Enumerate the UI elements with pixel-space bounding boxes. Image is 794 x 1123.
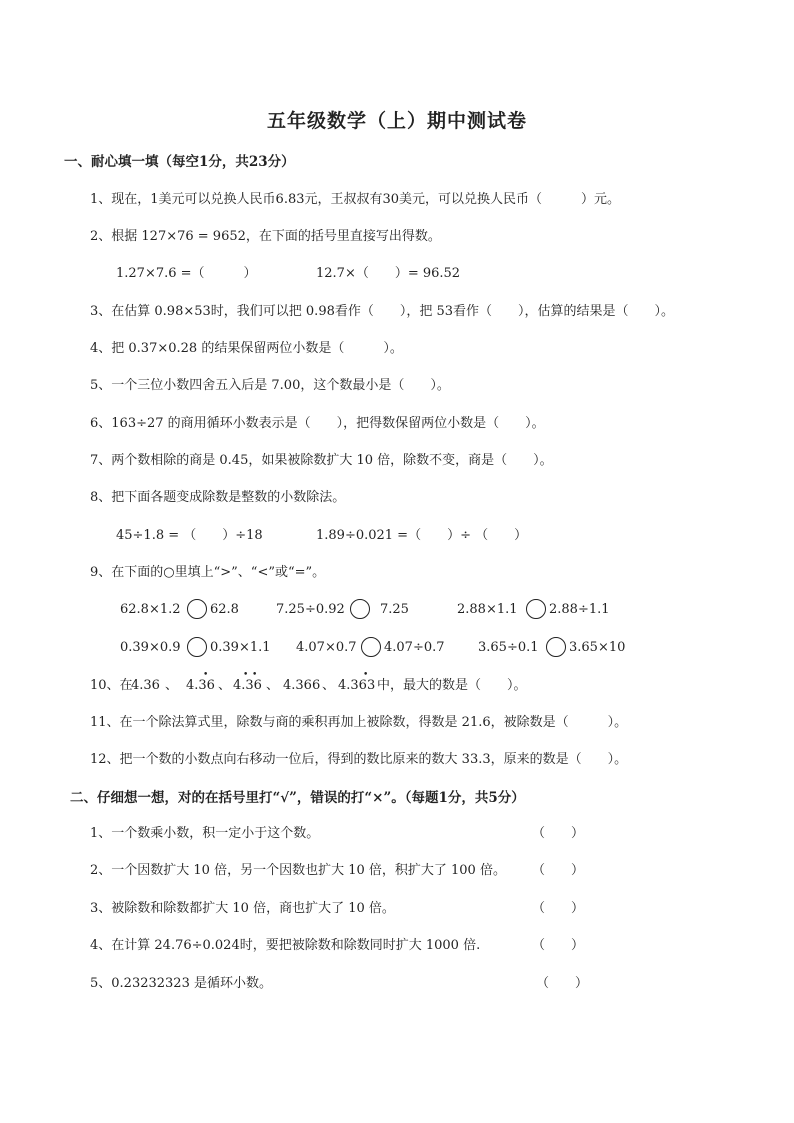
page-title: 五年级数学（上）期中测试卷 (266, 110, 527, 132)
number-4-36-repeating: 4.36 (186, 678, 215, 693)
compare-circle[interactable] (361, 637, 381, 657)
compare-circle[interactable] (187, 637, 207, 657)
number-4-36-repeating-2: 4.36 (233, 678, 262, 693)
compare-left: 4.07×0.7 (296, 640, 357, 655)
judge-item-1: 1、一个数乘小数，积一定小于这个数。 (90, 826, 320, 841)
compare-right: 7.25 (380, 602, 409, 617)
separator: 、 (218, 678, 232, 693)
judge-item-4: 4、在计算 24.76÷0.024时，要把被除数和除数同时扩大 1000 倍. (90, 938, 481, 953)
question-11: 11、在一个除法算式里，除数与商的乘积再加上被除数，得数是 21.6，被除数是（ ）。 (90, 715, 628, 730)
answer-blank[interactable]: （ ） (536, 976, 589, 991)
compare-right: 2.88÷1.1 (549, 602, 610, 617)
section2-heading: 二、仔细想一想，对的在括号里打“√”，错误的打“×”。（每题1分，共5分） (70, 790, 525, 806)
question-3: 3、在估算 0.98×53时，我们可以把 0.98看作（ ），把 53看作（ ），估算的结果是（ ）。 (90, 304, 675, 319)
question-4: 4、把 0.37×0.28 的结果保留两位小数是（ ）。 (90, 341, 403, 356)
judge-item-5: 5、0.23232323 是循环小数。 (90, 976, 272, 991)
answer-blank[interactable]: （ ） (532, 863, 585, 878)
number-4-36: 4.36 (131, 678, 160, 693)
compare-right: 0.39×1.1 (210, 640, 271, 655)
judge-item-3: 3、被除数和除数都扩大 10 倍，商也扩大了 10 倍。 (90, 901, 395, 916)
judge-item-2: 2、一个因数扩大 10 倍，另一个因数也扩大 10 倍，积扩大了 100 倍。 (90, 863, 506, 878)
repeat-dot: • (203, 670, 209, 680)
question-10-suffix: 中，最大的数是（ ）。 (377, 678, 527, 693)
repeat-dot: • (363, 670, 369, 680)
compare-right: 3.65×10 (569, 640, 626, 655)
compare-left: 2.88×1.1 (457, 602, 518, 617)
question-2: 2、根据 127×76 = 9652，在下面的括号里直接写出得数。 (90, 229, 441, 244)
section1-heading: 一、耐心填一填（每空1分，共23分） (64, 154, 295, 170)
number-4-366: 4.366 (283, 678, 321, 693)
compare-left: 62.8×1.2 (120, 602, 181, 617)
question-1: 1、现在，1美元可以兑换人民币6.83元，王叔叔有30美元，可以兑换人民币（ ）元。 (90, 192, 621, 207)
question-2b: 12.7×（ ）= 96.52 (316, 266, 461, 281)
question-2a: 1.27×7.6 =（ ） (116, 266, 257, 281)
compare-left: 7.25÷0.92 (276, 602, 345, 617)
answer-blank[interactable]: （ ） (532, 901, 585, 916)
question-8a: 45÷1.8 = （ ）÷18 (116, 528, 263, 543)
question-5: 5、一个三位小数四舍五入后是 7.00，这个数最小是（ ）。 (90, 378, 450, 393)
compare-circle[interactable] (526, 599, 546, 619)
repeat-dot: • (252, 670, 258, 680)
question-8: 8、把下面各题变成除数是整数的小数除法。 (90, 490, 346, 505)
question-9: 9、在下面的○里填上“>”、“<”或“=”。 (90, 565, 326, 580)
compare-right: 4.07÷0.7 (384, 640, 445, 655)
question-7: 7、两个数相除的商是 0.45，如果被除数扩大 10 倍，除数不变，商是（ ）。 (90, 453, 553, 468)
separator: 、 (322, 678, 336, 693)
answer-blank[interactable]: （ ） (532, 938, 585, 953)
question-12: 12、把一个数的小数点向右移动一位后，得到的数比原来的数大 33.3，原来的数是（ ）。 (90, 752, 628, 767)
separator: 、 (165, 678, 179, 693)
question-8b: 1.89÷0.021 =（ ）÷ （ ） (316, 528, 528, 543)
compare-left: 3.65÷0.1 (478, 640, 539, 655)
compare-circle[interactable] (350, 599, 370, 619)
compare-right: 62.8 (210, 602, 239, 617)
answer-blank[interactable]: （ ） (532, 826, 585, 841)
separator: 、 (266, 678, 280, 693)
number-4-363-repeating: 4.363 (338, 678, 376, 693)
compare-circle[interactable] (546, 637, 566, 657)
question-6: 6、163÷27 的商用循环小数表示是（ ），把得数保留两位小数是（ ）。 (90, 416, 545, 431)
repeat-dot: • (243, 670, 249, 680)
question-10-prefix: 10、在 (90, 678, 133, 693)
compare-circle[interactable] (187, 599, 207, 619)
compare-left: 0.39×0.9 (120, 640, 181, 655)
